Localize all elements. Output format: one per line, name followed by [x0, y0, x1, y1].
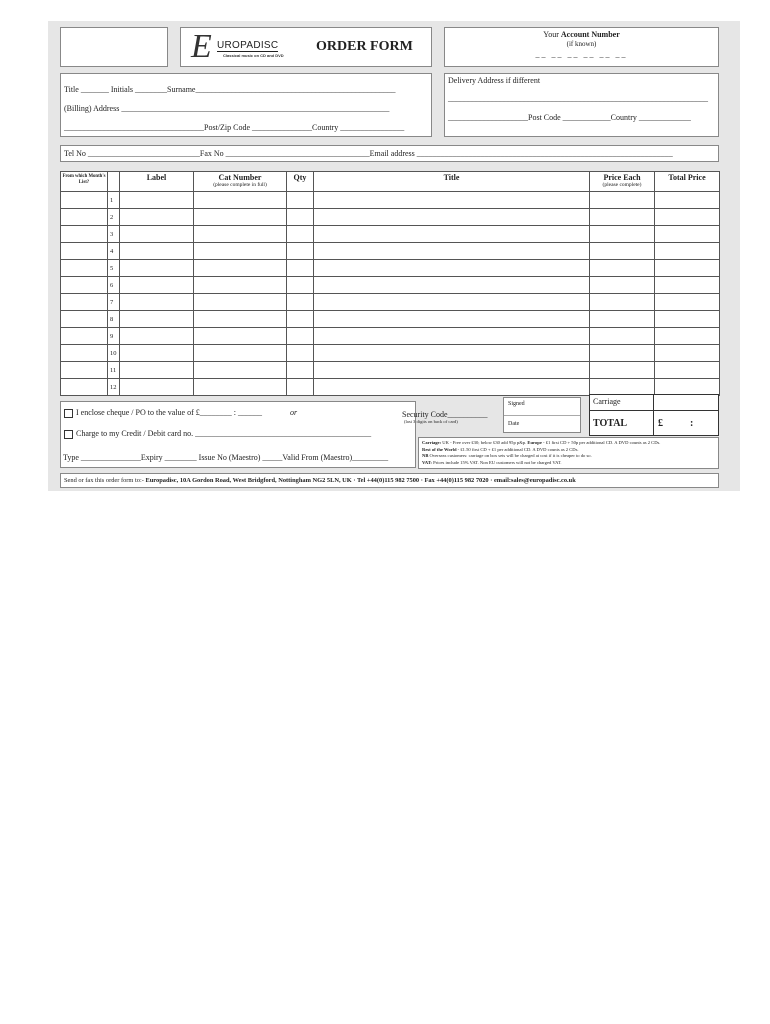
table-header-row: [61, 172, 720, 192]
cell-title[interactable]: [314, 345, 590, 362]
cell-qty[interactable]: [287, 311, 314, 328]
cell-total[interactable]: [655, 209, 720, 226]
cell-label[interactable]: [120, 209, 194, 226]
cell-qty[interactable]: [287, 226, 314, 243]
payment-box[interactable]: [60, 401, 416, 468]
cell-qty[interactable]: [287, 192, 314, 209]
col-header-label: Label: [120, 172, 194, 192]
cell-total[interactable]: [655, 226, 720, 243]
cell-price[interactable]: [590, 328, 655, 345]
logo-title-box: [180, 27, 432, 67]
cell-label[interactable]: [120, 328, 194, 345]
cell-title[interactable]: [314, 192, 590, 209]
cell-label[interactable]: [120, 362, 194, 379]
cell-price[interactable]: [590, 379, 655, 396]
card-checkbox[interactable]: [64, 430, 73, 439]
cell-label[interactable]: [120, 311, 194, 328]
cell-title[interactable]: [314, 243, 590, 260]
cell-cat[interactable]: [194, 243, 287, 260]
row-number: 7: [108, 294, 120, 311]
cell-qty[interactable]: [287, 328, 314, 345]
row-number: 1: [108, 192, 120, 209]
card-option[interactable]: [64, 429, 371, 439]
col-header-cat: [194, 172, 287, 192]
cell-source[interactable]: [61, 209, 108, 226]
total-currency: £: [658, 418, 663, 429]
cell-title[interactable]: [314, 328, 590, 345]
carriage-info-line-3: [422, 453, 592, 459]
cheque-checkbox[interactable]: [64, 409, 73, 418]
footer-sep-3: ·: [488, 477, 494, 484]
totals-divider-v: [653, 395, 654, 435]
table-row: [61, 209, 720, 226]
col-header-number: [108, 172, 120, 192]
cell-price[interactable]: [590, 294, 655, 311]
cell-total[interactable]: [655, 243, 720, 260]
table-row: [61, 362, 720, 379]
col-header-cat-sub: (please complete in full): [213, 182, 267, 188]
col-header-cat-text: Cat Number: [218, 173, 262, 182]
footer-address: Europadisc, 10A Gordon Road, West Bridgford, Nottingham NG2 5LN, UK: [145, 477, 352, 484]
cell-cat[interactable]: [194, 277, 287, 294]
table-row: [61, 345, 720, 362]
row-number: 8: [108, 311, 120, 328]
cell-source[interactable]: [61, 328, 108, 345]
carriage-info-1b-bold: Europe: [527, 440, 542, 445]
signed-label: Signed: [508, 401, 525, 407]
cell-source[interactable]: [61, 362, 108, 379]
billing-address-line[interactable]: (Billing) Address ___________________________________________________________________: [64, 104, 390, 113]
delivery-address-box[interactable]: [444, 73, 719, 137]
cell-source[interactable]: [61, 226, 108, 243]
page-title: ORDER FORM: [316, 39, 413, 54]
row-number: 11: [108, 362, 120, 379]
table-row: [61, 379, 720, 396]
cell-cat[interactable]: [194, 328, 287, 345]
row-number: 10: [108, 345, 120, 362]
carriage-info-3-bold: NB: [422, 453, 429, 458]
footer-tel: Tel +44(0)115 982 7500: [356, 477, 420, 484]
cell-total[interactable]: [655, 345, 720, 362]
account-number-field[interactable]: __ __ __ __ __ __: [535, 50, 628, 59]
footer-sep-2: ·: [419, 477, 425, 484]
col-header-price-sub: (please complete): [602, 182, 642, 188]
footer-prefix: Send or fax this order form to:-: [64, 477, 144, 484]
signature-box[interactable]: [503, 397, 581, 433]
cheque-label: I enclose cheque / PO to the value of £________ : ______: [76, 408, 262, 417]
cell-price[interactable]: [590, 243, 655, 260]
cell-title[interactable]: [314, 294, 590, 311]
cell-qty[interactable]: [287, 277, 314, 294]
cell-cat[interactable]: [194, 209, 287, 226]
table-row: [61, 277, 720, 294]
col-header-qty: Qty: [287, 172, 314, 192]
account-label-bold: Account Number: [560, 30, 620, 39]
cell-total[interactable]: [655, 362, 720, 379]
security-code-hint-label: (last 3 digits on back of card): [404, 419, 458, 424]
footer-fax: Fax +44(0)115 982 7020: [424, 477, 489, 484]
cell-cat[interactable]: [194, 362, 287, 379]
cell-qty[interactable]: [287, 294, 314, 311]
cell-total[interactable]: [655, 379, 720, 396]
carriage-info-4-bold: VAT:: [422, 459, 432, 465]
account-label-prefix: Your: [543, 30, 559, 39]
col-header-source: From which Month's List?: [61, 172, 108, 192]
cell-price[interactable]: [590, 192, 655, 209]
table-row: [61, 192, 720, 209]
cell-price[interactable]: [590, 260, 655, 277]
carriage-info-1: UK - Free over £30; below £30 add 95p p&p.: [442, 440, 527, 445]
row-number: 2: [108, 209, 120, 226]
logo-tagline: Classical music on CD and DVD: [223, 53, 284, 58]
table-row: [61, 243, 720, 260]
row-number: 12: [108, 379, 120, 396]
cell-source[interactable]: [61, 379, 108, 396]
cell-price[interactable]: [590, 226, 655, 243]
cell-title[interactable]: [314, 277, 590, 294]
cell-cat[interactable]: [194, 294, 287, 311]
cell-title[interactable]: [314, 311, 590, 328]
cell-source[interactable]: [61, 260, 108, 277]
cell-qty[interactable]: [287, 260, 314, 277]
blank-corner-box: [60, 27, 168, 67]
cell-total[interactable]: [655, 294, 720, 311]
account-number-box[interactable]: [444, 27, 719, 67]
cell-title[interactable]: [314, 260, 590, 277]
cell-cat[interactable]: [194, 260, 287, 277]
delivery-label: Delivery Address if different: [448, 76, 541, 85]
cell-source[interactable]: [61, 345, 108, 362]
footer-box: [60, 473, 719, 488]
card-label: Charge to my Credit / Debit card no. ____________________________________________: [76, 429, 372, 438]
footer-line: [64, 477, 576, 484]
cell-price[interactable]: [590, 311, 655, 328]
logo-wordmark: UROPADISC: [217, 40, 279, 51]
signature-divider: [504, 415, 580, 416]
cell-cat[interactable]: [194, 345, 287, 362]
cell-cat[interactable]: [194, 192, 287, 209]
account-sub: (if known): [566, 40, 597, 48]
cell-title[interactable]: [314, 209, 590, 226]
totals-divider-h: [590, 410, 718, 411]
cell-total[interactable]: [655, 192, 720, 209]
logo-letter: E: [191, 28, 212, 65]
carriage-info-1-bold: Carriage:: [422, 440, 442, 445]
cell-title[interactable]: [314, 379, 590, 396]
total-value-separator[interactable]: :: [690, 418, 694, 429]
row-number: 9: [108, 328, 120, 345]
col-header-price-text: Price Each: [603, 173, 641, 182]
cell-title[interactable]: [314, 362, 590, 379]
table-row: [61, 226, 720, 243]
carriage-info-2: - £1.50 first CD + £1 per additional CD. A DVD counts as 2 CDs.: [457, 446, 579, 452]
cell-qty[interactable]: [287, 209, 314, 226]
cell-label[interactable]: [120, 294, 194, 311]
date-label: Date: [508, 421, 520, 427]
total-label: TOTAL: [593, 418, 628, 429]
carriage-label: Carriage: [593, 397, 621, 406]
carriage-info-line-4: [422, 460, 562, 466]
cell-total[interactable]: [655, 311, 720, 328]
cell-label[interactable]: [120, 243, 194, 260]
or-label: or: [290, 408, 298, 417]
cell-total[interactable]: [655, 277, 720, 294]
cell-price[interactable]: [590, 345, 655, 362]
cell-source[interactable]: [61, 277, 108, 294]
billing-name-line[interactable]: Title _______ Initials ________Surname__________________________________________________: [64, 85, 396, 94]
col-header-title: Title: [314, 172, 590, 192]
col-header-total: Total Price: [655, 172, 720, 192]
cell-qty[interactable]: [287, 362, 314, 379]
cell-title[interactable]: [314, 226, 590, 243]
cell-qty[interactable]: [287, 345, 314, 362]
footer-email[interactable]: email:sales@europadisc.co.uk: [493, 477, 576, 484]
cell-price[interactable]: [590, 362, 655, 379]
card-details-line[interactable]: Type _______________Expiry ________ Issue No (Maestro) _____Valid From (Maestro)_________: [63, 453, 389, 462]
table-row: [61, 294, 720, 311]
table-row: [61, 311, 720, 328]
cell-price[interactable]: [590, 277, 655, 294]
cell-total[interactable]: [655, 260, 720, 277]
delivery-address-line[interactable]: _________________________________________________________________: [448, 94, 708, 103]
cell-label[interactable]: [120, 379, 194, 396]
row-number: 3: [108, 226, 120, 243]
row-number: 4: [108, 243, 120, 260]
carriage-info-1b: - £1 first CD + 50p per additional CD. A DVD counts as 2 CDs.: [543, 440, 661, 445]
cell-label[interactable]: [120, 192, 194, 209]
cell-price[interactable]: [590, 209, 655, 226]
cell-source[interactable]: [61, 294, 108, 311]
carriage-info-3: Overseas customers: carriage on box sets will be charged at cost if it is cheaper to do so.: [429, 453, 592, 458]
order-items-table: [60, 171, 720, 396]
cell-qty[interactable]: [287, 243, 314, 260]
cell-total[interactable]: [655, 328, 720, 345]
row-number: 6: [108, 277, 120, 294]
totals-box: [589, 394, 719, 436]
carriage-info-box: [418, 437, 719, 469]
carriage-info-line-2: [422, 447, 579, 453]
footer-sep-1: ·: [351, 477, 357, 484]
account-label: [445, 30, 718, 39]
cell-cat[interactable]: [194, 311, 287, 328]
row-number: 5: [108, 260, 120, 277]
cell-source[interactable]: [61, 311, 108, 328]
contact-box[interactable]: [60, 145, 719, 162]
cell-cat[interactable]: [194, 226, 287, 243]
col-header-price: [590, 172, 655, 192]
carriage-info-line-1: [422, 440, 660, 446]
billing-postcode-line[interactable]: ___________________________________Post/Zip Code _______________Country ________________: [64, 123, 405, 132]
delivery-postcode-line[interactable]: ____________________Post Code ____________Country _____________: [448, 113, 691, 122]
billing-address-box[interactable]: [60, 73, 432, 137]
cell-label[interactable]: [120, 226, 194, 243]
cell-label[interactable]: [120, 260, 194, 277]
carriage-info-4: Prices include 15% VAT. Non EU customers will not be charged VAT.: [433, 459, 562, 465]
cell-cat[interactable]: [194, 379, 287, 396]
cell-label[interactable]: [120, 345, 194, 362]
cell-qty[interactable]: [287, 379, 314, 396]
cell-source[interactable]: [61, 192, 108, 209]
cell-source[interactable]: [61, 243, 108, 260]
table-row: [61, 328, 720, 345]
contact-line[interactable]: Tel No ____________________________Fax No ____________________________________Email address ________________________________________________________________: [64, 149, 673, 158]
security-code-field-label[interactable]: Security Code__________: [402, 410, 488, 419]
cheque-option[interactable]: [64, 408, 262, 418]
table-row: [61, 260, 720, 277]
cell-label[interactable]: [120, 277, 194, 294]
carriage-info-2-bold: Rest of the World: [422, 446, 457, 452]
